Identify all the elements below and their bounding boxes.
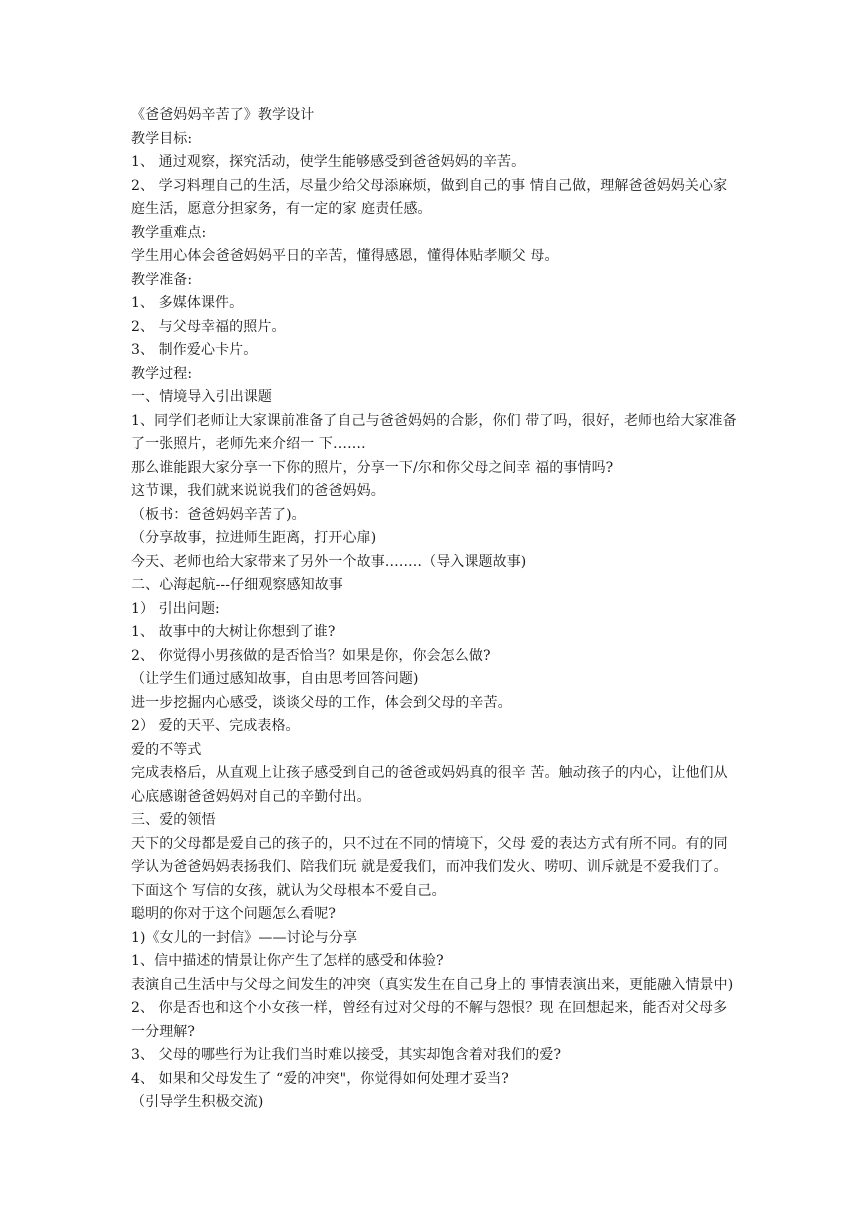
key-points-text: 学生用心体会爸爸妈妈平日的辛苦，懂得感恩，懂得体贴孝顺父 母。 xyxy=(131,248,559,264)
preparation-item-2: 2、 与父母幸福的照片。 xyxy=(131,318,286,335)
part-3-note: （引导学生积极交流) xyxy=(131,1094,264,1110)
part-3-question-1: 1、信中描述的情景让你产生了怎样的感受和体验? xyxy=(131,953,444,969)
part-1-paragraph-1: 1、同学们老师让大家课前准备了自己与爸爸妈妈的合影，你们 带了吗，很好，老师也给大家准备了一张照片，老师先来介绍一 下……. xyxy=(131,412,737,452)
part-2-question-1: 1、 故事中的大树让你想到了谁? xyxy=(131,624,336,640)
part-2-paragraph-2: 完成表格后，从直观上让孩子感受到自己的爸爸或妈妈真的很辛 苦。触动孩子的内心，让他们从心底感谢爸爸妈妈对自己的辛勤付出。 xyxy=(131,765,728,805)
preparation-item-3: 3、 制作爱心卡片。 xyxy=(131,342,258,358)
part-1-note: （分享故事，拉进师生距离，打开心扉) xyxy=(131,530,377,546)
section-heading-objectives: 教学目标: xyxy=(131,130,193,147)
part-2-sub-1: 1） 引出问题: xyxy=(131,600,220,617)
section-heading-key-points: 教学重难点: xyxy=(131,224,207,241)
part-1-board-note: （板书：爸爸妈妈辛苦了)。 xyxy=(131,506,306,523)
part-1-heading: 一、情境导入引出课题 xyxy=(131,389,272,405)
part-3-paragraph-1: 天下的父母都是爱自己的孩子的，只不过在不同的情境下，父母 爱的表达方式有所不同。有的同学认为爸爸妈妈表扬我们、陪我们玩 就是爱我们，而冲我们发火、唠叨、训斥就是不爱我们了。下面这个 写信的女孩，就认为父母根本不爱自己。 xyxy=(131,835,728,899)
part-2-question-2: 2、 你觉得小男孩做的是否恰当？如果是你，你会怎么做? xyxy=(131,647,491,664)
part-3-question: 聪明的你对于这个问题怎么看呢? xyxy=(131,906,337,922)
part-2-heading: 二、心海起航---仔细观察感知故事 xyxy=(131,577,343,593)
part-2-note: （让学生们通过感知故事，自由思考回答问题) xyxy=(131,671,419,687)
part-1-paragraph-3: 这节课，我们就来说说我们的爸爸妈妈。 xyxy=(131,483,385,499)
part-1-paragraph-2: 那么谁能跟大家分享一下你的照片，分享一下/尔和你父母之间幸 福的事情吗? xyxy=(131,459,614,476)
part-2-paragraph: 进一步挖掘内心感受，谈谈父母的工作，体会到父母的辛苦。 xyxy=(131,694,512,711)
part-3-paragraph-2: 表演自己生活中与父母之间发生的冲突（真实发生在自己身上的 事情表演出来，更能融入情景中) xyxy=(131,976,734,993)
section-heading-preparation: 教学准备: xyxy=(131,271,193,288)
part-2-sub-2: 2） 爱的天平、完成表格。 xyxy=(131,718,300,734)
section-heading-process: 教学过程: xyxy=(131,365,193,382)
document-title: 《爸爸妈妈辛苦了》教学设计 xyxy=(131,107,315,123)
objective-item-2: 2、 学习料理自己的生活，尽量少给父母添麻烦，做到自己的事 情自己做，理解爸爸妈妈关心家庭生活，愿意分担家务，有一定的家 庭责任感。 xyxy=(131,177,728,217)
preparation-item-1: 1、 多媒体课件。 xyxy=(131,295,244,311)
part-3-question-4: 4、 如果和父母发生了 “爱的冲突"，你觉得如何处理才妥当? xyxy=(131,1070,509,1087)
part-3-heading: 三、爱的领悟 xyxy=(131,812,216,828)
part-1-paragraph-4: 今天、老师也给大家带来了另外一个故事…..…（导入课题故事) xyxy=(131,553,527,570)
part-3-question-2: 2、 你是否也和这个小女孩一样，曾经有过对父母的不解与怨恨？现 在回想起来，能否对父母多一分理解? xyxy=(131,1000,728,1040)
document-body xyxy=(131,104,741,1115)
part-2-inequality: 爱的不等式 xyxy=(131,741,202,758)
part-3-question-3: 3、 父母的哪些行为让我们当时难以接受，其实却饱含着对我们的爱? xyxy=(131,1047,562,1063)
objective-item-1: 1、 通过观察，探究活动，使学生能够感受到爸爸妈妈的辛苦。 xyxy=(131,154,526,170)
part-3-sub-1: 1)《女儿的一封信》——讨论与分享 xyxy=(131,929,358,946)
